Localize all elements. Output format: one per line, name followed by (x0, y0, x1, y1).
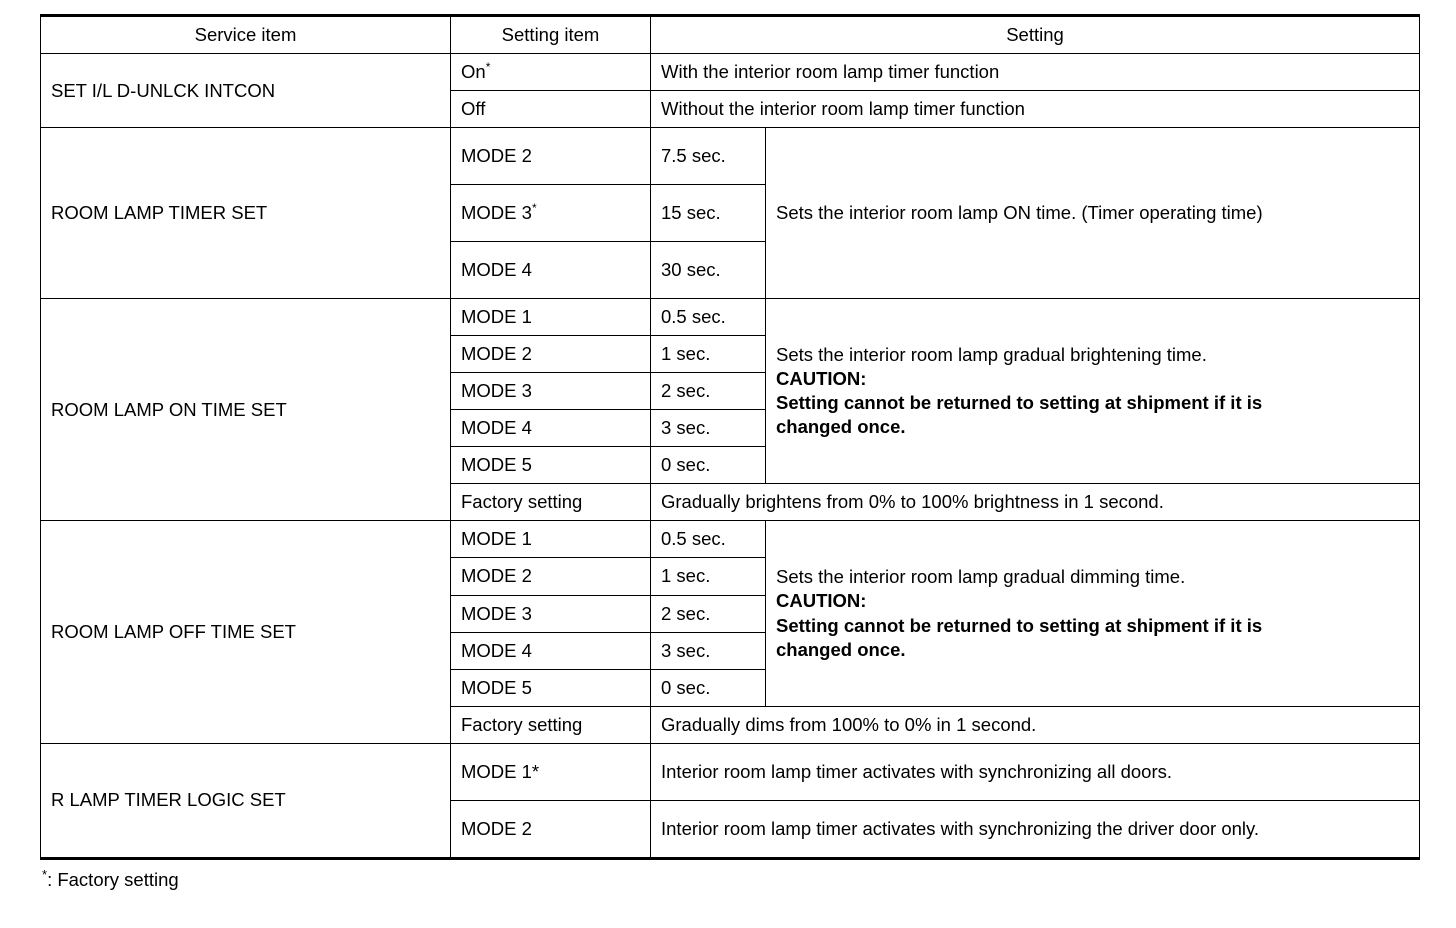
setting-value-cell: 0 sec. (651, 669, 766, 706)
setting-item-cell (451, 632, 651, 669)
setting-value-cell: 2 sec. (651, 595, 766, 632)
service-item-label: R LAMP TIMER LOGIC SET (51, 789, 286, 811)
setting-value-cell: 1 sec. (651, 558, 766, 595)
setting-item-cell (451, 336, 651, 373)
setting-item-label: MODE 5 (461, 454, 532, 476)
setting-item-label: MODE 4 (461, 417, 532, 439)
table-header (41, 16, 1420, 54)
caution-line: changed once. (776, 638, 906, 660)
setting-item-label: MODE 2 (461, 817, 532, 839)
setting-description-cell: Interior room lamp timer activates with synchronizing the driver door only. (651, 800, 1420, 858)
setting-value-cell: 7.5 sec. (651, 128, 766, 185)
setting-item-cell (451, 558, 651, 595)
footnote-asterisk: * (42, 866, 48, 882)
service-item-label: ROOM LAMP TIMER SET (51, 202, 268, 224)
description-line: Sets the interior room lamp ON time. (Timer operating time) (776, 202, 1263, 224)
setting-item-label: MODE 5 (461, 676, 532, 698)
table-header-row (41, 16, 1420, 54)
caution-label: CAUTION: (776, 590, 867, 612)
service-item-cell (41, 521, 451, 743)
setting-value-cell: 15 sec. (651, 185, 766, 242)
setting-item-cell (451, 128, 651, 185)
setting-item-label: MODE 3 (461, 202, 532, 224)
column-header-service-item: Service item (41, 16, 451, 54)
table-row (41, 54, 1420, 91)
description-line: Sets the interior room lamp gradual brightening time. (776, 344, 1207, 366)
setting-description-cell: Interior room lamp timer activates with synchronizing all doors. (651, 743, 1420, 800)
table-body (41, 54, 1420, 859)
setting-description-cell (766, 521, 1420, 706)
setting-description-cell (766, 128, 1420, 299)
table-row (41, 743, 1420, 800)
setting-item-cell (451, 800, 651, 858)
setting-item-cell (451, 242, 651, 299)
table-row (41, 521, 1420, 558)
description-line: Sets the interior room lamp gradual dimming time. (776, 566, 1186, 588)
factory-setting-asterisk: * (531, 200, 537, 215)
service-item-label: ROOM LAMP OFF TIME SET (51, 621, 296, 643)
setting-item-cell (451, 410, 651, 447)
footnote-text: : Factory setting (47, 868, 179, 890)
setting-item-cell (451, 299, 651, 336)
setting-value-cell: 3 sec. (651, 632, 766, 669)
setting-description-cell: Without the interior room lamp timer function (651, 91, 1420, 128)
caution-line: Setting cannot be returned to setting at shipment if it is (776, 614, 1263, 636)
setting-value-cell: 3 sec. (651, 410, 766, 447)
setting-item-cell (451, 595, 651, 632)
setting-value-cell: 1 sec. (651, 336, 766, 373)
setting-item-label: MODE 3 (461, 602, 532, 624)
setting-value-cell: 0.5 sec. (651, 521, 766, 558)
setting-item-cell (451, 521, 651, 558)
setting-item-label: MODE 4 (461, 259, 532, 281)
setting-description-cell: With the interior room lamp timer function (651, 54, 1420, 91)
setting-item-label: MODE 2 (461, 145, 532, 167)
setting-item-cell (451, 743, 651, 800)
caution-label: CAUTION: (776, 368, 867, 390)
setting-item-label: On (461, 61, 486, 83)
service-item-cell (41, 54, 451, 128)
factory-setting-description-cell: Gradually brightens from 0% to 100% brightness in 1 second. (651, 484, 1420, 521)
caution-line: Setting cannot be returned to setting at shipment if it is (776, 392, 1263, 414)
setting-item-label: MODE 1 (461, 306, 532, 328)
setting-item-label: MODE 2 (461, 343, 532, 365)
setting-item-label: MODE 1* (461, 760, 540, 782)
setting-item-cell (451, 669, 651, 706)
setting-value-cell: 0.5 sec. (651, 299, 766, 336)
service-settings-table (40, 14, 1420, 860)
factory-setting-cell: Factory setting (451, 484, 651, 521)
setting-item-label: MODE 1 (461, 528, 532, 550)
factory-setting-description-cell: Gradually dims from 100% to 0% in 1 second. (651, 706, 1420, 743)
setting-item-label: MODE 2 (461, 565, 532, 587)
setting-description-cell (766, 299, 1420, 484)
setting-value-cell: 30 sec. (651, 242, 766, 299)
service-item-cell (41, 299, 451, 521)
setting-item-cell (451, 373, 651, 410)
factory-setting-asterisk: * (485, 59, 491, 74)
service-item-label: SET I/L D-UNLCK INTCON (51, 79, 276, 101)
column-header-setting-item: Setting item (451, 16, 651, 54)
service-item-cell (41, 743, 451, 858)
service-item-label: ROOM LAMP ON TIME SET (51, 398, 287, 420)
setting-value-cell: 0 sec. (651, 447, 766, 484)
setting-item-label: MODE 4 (461, 639, 532, 661)
setting-item-label: MODE 3 (461, 380, 532, 402)
table-footnote (40, 866, 1432, 891)
setting-item-cell (451, 447, 651, 484)
table-row (41, 299, 1420, 336)
setting-value-cell: 2 sec. (651, 373, 766, 410)
setting-item-cell (451, 91, 651, 128)
setting-item-label: Off (461, 98, 486, 120)
table-row (41, 128, 1420, 185)
factory-setting-cell: Factory setting (451, 706, 651, 743)
caution-line: changed once. (776, 416, 906, 438)
setting-item-cell (451, 54, 651, 91)
service-item-cell (41, 128, 451, 299)
column-header-setting: Setting (651, 16, 1420, 54)
setting-item-cell (451, 185, 651, 242)
